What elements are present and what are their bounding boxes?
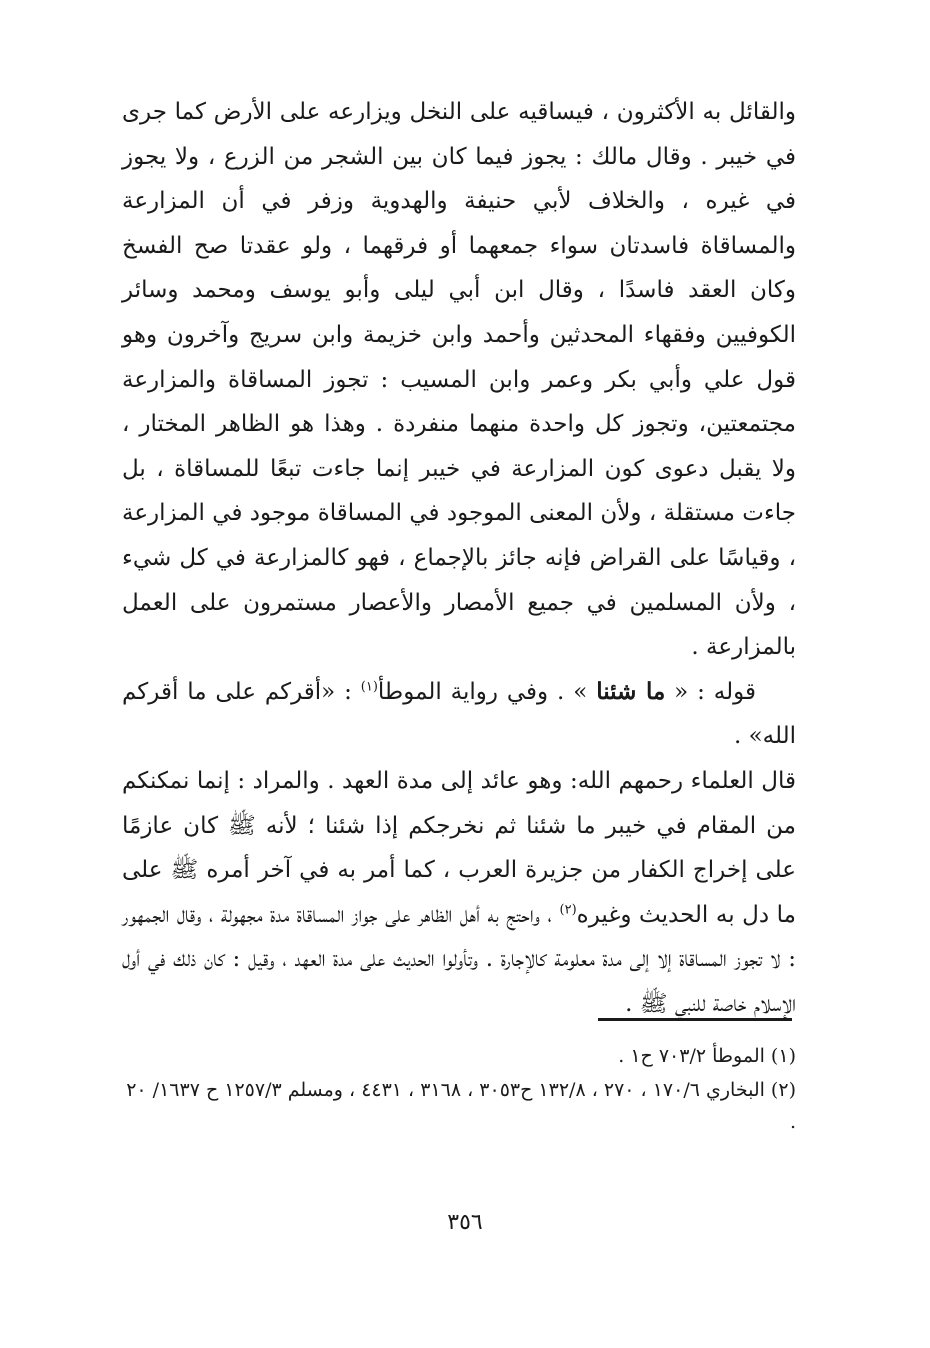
main-text — [122, 90, 796, 1026]
page-number: ٣٥٦ — [447, 1210, 483, 1235]
scholars-text-part1: قال العلماء رحمهم الله: وهو عائد إلى مدة العهد . والمراد : إنما نمكنكم من المقام في خيبر ما شئنا ثم نخرجكم إذا شئنا ؛ لأنه ﷺ كان عازمًا على إخراج الكفار من جزيرة العرب ، كما أمر به في آخر أمره ﷺ على ما دل به الحديث وغيره — [122, 767, 796, 928]
paragraph-commentary-continued: والقائل به الأكثرون ، فيساقيه على النخل ويزارعه على الأرض كما جرى في خيبر . وقال مالك : يجوز فيما كان بين الشجر من الزرع ، ولا يجوز في غيره ، والخلاف لأبي حنيفة والهدوية وزفر في أن المزارعة والمساقاة فاسدتان سواء جمعهما أو فرقهما ، ولو عقدتا صح الفسخ وكان العقد فاسدًا ، وقال ابن أبي ليلى وأبو يوسف ومحمد وسائر الكوفيين وفقهاء المحدثين وأحمد وابن خزيمة وابن سريج وآخرون وهو قول علي وأبي بكر وعمر وابن المسيب : تجوز المساقاة والمزارعة مجتمعتين، وتجوز كل واحدة منهما منفردة . وهذا هو الظاهر المختار ، ولا يقبل دعوى كون المزارعة في خيبر إنما جاءت تبعًا للمساقاة ، بل جاءت مستقلة ، ولأن المعنى الموجود في المساقاة موجود في المزارعة ، وقياسًا على القراض فإنه جائز بالإجماع ، فهو كالمزارعة في كل شيء ، ولأن المسلمين في جميع الأمصار والأعصار مستمرون على العمل بالمزارعة . — [122, 99, 796, 661]
quote-prefix: قوله : « — [665, 678, 756, 705]
footnote-separator — [598, 1018, 792, 1021]
footnote-ref-2: (٢) — [559, 902, 577, 918]
quoted-phrase: ما شئنا — [596, 677, 666, 705]
paragraph-scholars-opinion — [122, 759, 796, 1027]
footnotes — [122, 1040, 796, 1140]
footnote-2: (٢) البخاري ١٧٠/٦ ، ٢٧٠ ، ١٣٢/٨ ح٣٠٥٣ ، ٣١٦٨ ، ٤٤٣١ ، ومسلم ١٢٥٧/٣ ح ١٦٣٧/ ٢٠ . — [126, 1079, 796, 1133]
quote-suffix: : «أقركم على ما أقركم الله» . — [122, 678, 796, 750]
quote-mid: » . وفي رواية الموطأ — [377, 678, 597, 705]
footnote-1: (١) الموطأ ٧٠٣/٢ ح١ . — [618, 1045, 796, 1067]
scholars-text-part2: ، واحتج به أهل الظاهر على جواز المساقاة مدة مجهولة ، وقال الجمهور : لا تجوز المساقاة إلا إلى مدة معلومة كالإجارة . وتأولوا الحديث على مدة العهد ، وقيل : كان ذلك في أول الإسلام خاصة للنبي ﷺ . — [122, 901, 796, 1017]
paragraph-quote-explanation — [122, 670, 796, 759]
footnote-ref-1: (١) — [360, 679, 378, 695]
